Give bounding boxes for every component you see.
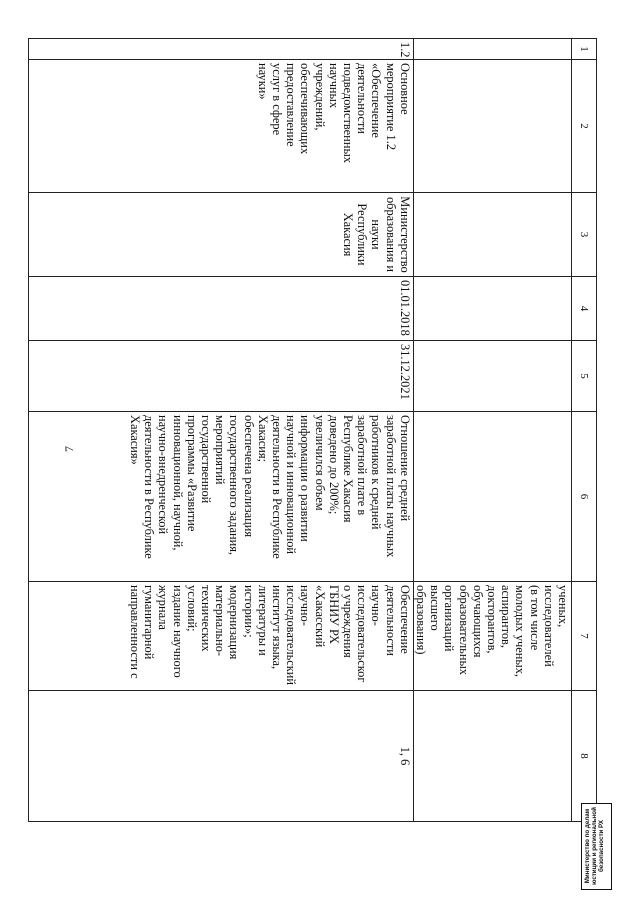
- text-line: Хакасия»: [127, 415, 142, 465]
- text-line: гуманитарной: [142, 585, 157, 660]
- measures-table: [77, 38, 597, 821]
- text-line: «Обеспечение: [369, 63, 384, 138]
- measure-name-cell: [28, 60, 413, 193]
- text-line: подведомственных: [340, 63, 355, 163]
- text-line: издание научного: [170, 585, 185, 678]
- text-line: материально-: [213, 585, 228, 657]
- text-line: мероприятий: [213, 415, 228, 485]
- table-cell: [413, 39, 571, 60]
- text-line: Отношение средней: [397, 415, 412, 522]
- indicators-cell: [28, 691, 413, 822]
- stamp-text: [584, 805, 606, 887]
- text-line: Республике Хакасия: [340, 415, 355, 523]
- text-line: направленности с: [127, 585, 142, 679]
- text-line: модернизация: [227, 585, 242, 660]
- text-line: деятельности в Республике: [142, 415, 157, 559]
- text-line: деятельности: [355, 63, 370, 134]
- text-line: о учреждения: [340, 585, 355, 658]
- text-line: докторантов,: [484, 585, 499, 654]
- table-cell: [413, 277, 571, 341]
- text-line: научно-: [298, 585, 313, 626]
- text-line: исследовательског: [355, 585, 370, 683]
- text-line: инновационной, научной,: [170, 415, 185, 551]
- table-cell: [413, 60, 571, 193]
- header-cell: 7: [572, 582, 597, 691]
- text-line: условий;: [184, 585, 199, 632]
- text-line: истории»;: [241, 585, 256, 638]
- text-line: 31.12.2021: [397, 344, 412, 400]
- text-line: организаций: [442, 585, 457, 652]
- text-line: (в том числе: [527, 585, 542, 651]
- text-line: высшего: [428, 585, 443, 631]
- text-line: юстиции и региональной: [591, 807, 599, 885]
- text-line: науки: [369, 219, 384, 250]
- results-cell-continued: [413, 582, 571, 691]
- start-date-cell: [28, 277, 413, 341]
- text-line: заработной платы научных: [383, 415, 398, 558]
- table-cell: [413, 341, 571, 412]
- text-line: Хакасия;: [255, 415, 270, 463]
- table-cell: [413, 412, 571, 582]
- text-line: научно-: [369, 585, 384, 626]
- text-line: ГБНИУ РХ: [326, 585, 341, 645]
- text-line: технических: [198, 585, 213, 652]
- text-line: доведено до 200%;: [326, 415, 341, 515]
- text-line: Министерство по делам: [584, 808, 591, 884]
- text-line: обеспечена реализация: [241, 415, 256, 538]
- text-line: образования): [413, 585, 428, 655]
- text-line: мероприятие 1.2: [383, 63, 398, 151]
- text-line: исследователей: [541, 585, 556, 667]
- text-line: 1.2: [397, 42, 412, 58]
- text-line: Основное: [397, 63, 412, 115]
- text-line: деятельности: [383, 585, 398, 656]
- text-line: работников к средней: [369, 415, 384, 530]
- text-line: молодых ученых,: [513, 585, 528, 677]
- registration-stamp: [581, 803, 612, 890]
- text-line: деятельности в Республике: [269, 415, 284, 559]
- text-line: государственного задания,: [227, 415, 242, 555]
- text-line: научной и инновационной: [284, 415, 299, 555]
- text-line: литературы и: [255, 585, 270, 656]
- table-cell: [413, 691, 571, 822]
- text-line: образования и: [383, 196, 398, 273]
- text-line: Хакасия: [340, 212, 355, 257]
- text-line: государственной: [198, 415, 213, 504]
- text-line: аспирантов,: [499, 585, 514, 648]
- text-line: увеличился объем: [312, 415, 327, 511]
- table-row-continuation: [413, 39, 571, 822]
- header-cell: 5: [572, 341, 597, 412]
- header-cell: 4: [572, 277, 597, 341]
- header-cell: 6: [572, 412, 597, 582]
- text-line: ученых,: [556, 585, 570, 628]
- text-line: 01.01.2018: [397, 280, 412, 336]
- text-line: исследовательский: [284, 585, 299, 686]
- text-line: 1, 6: [397, 746, 412, 766]
- text-line: информации о развитии: [298, 415, 313, 542]
- measure-number-cell: [28, 39, 413, 60]
- text-line: услуг в сфере: [269, 63, 284, 136]
- executor-cell: [28, 193, 413, 277]
- text-line: обеспечивающих: [298, 63, 313, 155]
- text-line: журнала: [156, 585, 171, 630]
- text-line: Обеспечение: [397, 585, 412, 654]
- page-number: 7: [62, 446, 76, 452]
- activities-cell: [28, 582, 413, 691]
- end-date-cell: [28, 341, 413, 412]
- text-line: Республики: [355, 203, 370, 266]
- text-line: обучающихся: [470, 585, 485, 658]
- text-line: науки»: [255, 63, 270, 100]
- text-line: безопасности РХ: [598, 819, 606, 873]
- text-line: «Хакасский: [312, 585, 327, 648]
- table-cell: [413, 193, 571, 277]
- text-line: институт языка,: [269, 585, 284, 670]
- table-header-row: [572, 39, 597, 822]
- expected-result-cell: [28, 412, 413, 582]
- header-cell: 8: [572, 691, 597, 822]
- text-line: научных: [326, 63, 341, 109]
- header-cell: 3: [572, 193, 597, 277]
- text-line: программы «Развитие: [184, 415, 199, 532]
- table-row-measure-1-2: [28, 39, 413, 822]
- text-line: заработной плате в: [355, 415, 370, 516]
- header-cell: 2: [572, 60, 597, 193]
- text-line: образовательных: [456, 585, 471, 675]
- text-line: Министерство: [397, 196, 412, 273]
- header-cell: 1: [572, 39, 597, 60]
- text-line: научно-внедренческой: [156, 415, 171, 535]
- text-line: учреждений,: [312, 63, 327, 131]
- text-line: предоставление: [284, 63, 299, 147]
